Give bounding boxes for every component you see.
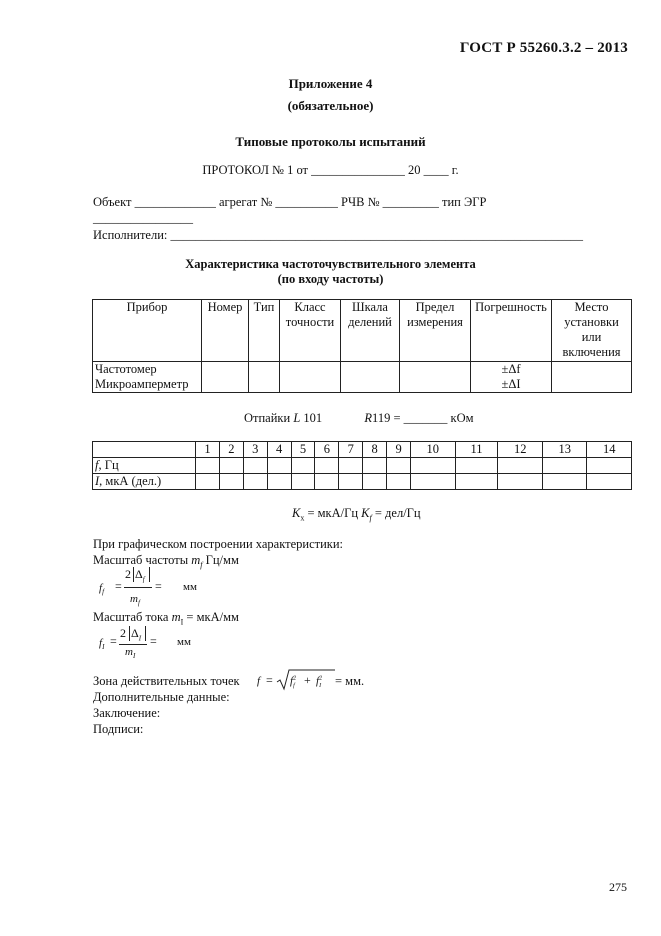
frequency-scale: Масштаб частоты $m_f$ Гц/мм — [93, 553, 239, 570]
graph-intro: При графическом построении характеристики: — [93, 537, 344, 551]
instrument-table — [92, 299, 632, 393]
appendix-title: Приложение 4 — [288, 76, 373, 91]
device-cell: Микроамперметр — [93, 377, 202, 393]
protocol-line: ПРОТОКОЛ № 1 от _______________ 20 ____ г. — [202, 163, 459, 177]
section-title: Типовые протоколы испытаний — [235, 134, 426, 149]
signatures: Подписи: — [93, 722, 144, 736]
error-cell: ±Δf — [471, 362, 552, 378]
appendix-subtitle: (обязательное) — [287, 98, 374, 113]
conclusion: Заключение: — [93, 706, 161, 720]
table-row — [93, 474, 632, 490]
col-type: Тип — [249, 300, 280, 362]
col-scale: Шкала делений — [341, 300, 400, 362]
page-number: 275 — [609, 880, 627, 894]
object-line-continued: ________________ — [93, 211, 193, 225]
error-cell: ±ΔI — [471, 377, 552, 393]
document-id: ГОСТ Р 55260.3.2 – 2013 — [459, 40, 628, 56]
col-limit: Предел измерения — [400, 300, 471, 362]
col-accuracy-class: Класс точности — [280, 300, 341, 362]
coefficients-line: $K_x = мкА/Гц$ $K_f = дел/Гц$ — [292, 506, 421, 523]
settings-line: Отпайки L 101 R119 = _______ кОм — [244, 411, 474, 425]
table-row — [93, 458, 632, 474]
col-device: Прибор — [93, 300, 202, 362]
object-line: Объект _____________ агрегат № __________ РЧВ № _________ тип ЭГР — [93, 195, 487, 209]
device-cell: Частотомер — [93, 362, 202, 378]
characteristic-title: Характеристика частоточувствительного элемента — [185, 257, 476, 271]
col-location: Место установки или включения — [552, 300, 632, 362]
col-number: Номер — [202, 300, 249, 362]
executors-line: Исполнители: __________________________________________________________________ — [93, 228, 584, 242]
points-table — [92, 441, 632, 490]
table-row: 1 2 3 4 5 6 7 8 9 10 11 12 13 14 — [93, 442, 632, 458]
row-label-current: I, мкА (дел.) — [93, 474, 196, 490]
instrument-table-header — [93, 300, 632, 362]
col-error: Погрешность — [471, 300, 552, 362]
row-label-frequency: f, Гц — [93, 458, 196, 474]
characteristic-subtitle: (по входу частоты) — [277, 272, 384, 286]
table-row — [93, 362, 632, 378]
additional-data: Дополнительные данные: — [93, 690, 230, 704]
current-scale: Масштаб тока $m_I = мкА/мм$ — [93, 610, 239, 627]
